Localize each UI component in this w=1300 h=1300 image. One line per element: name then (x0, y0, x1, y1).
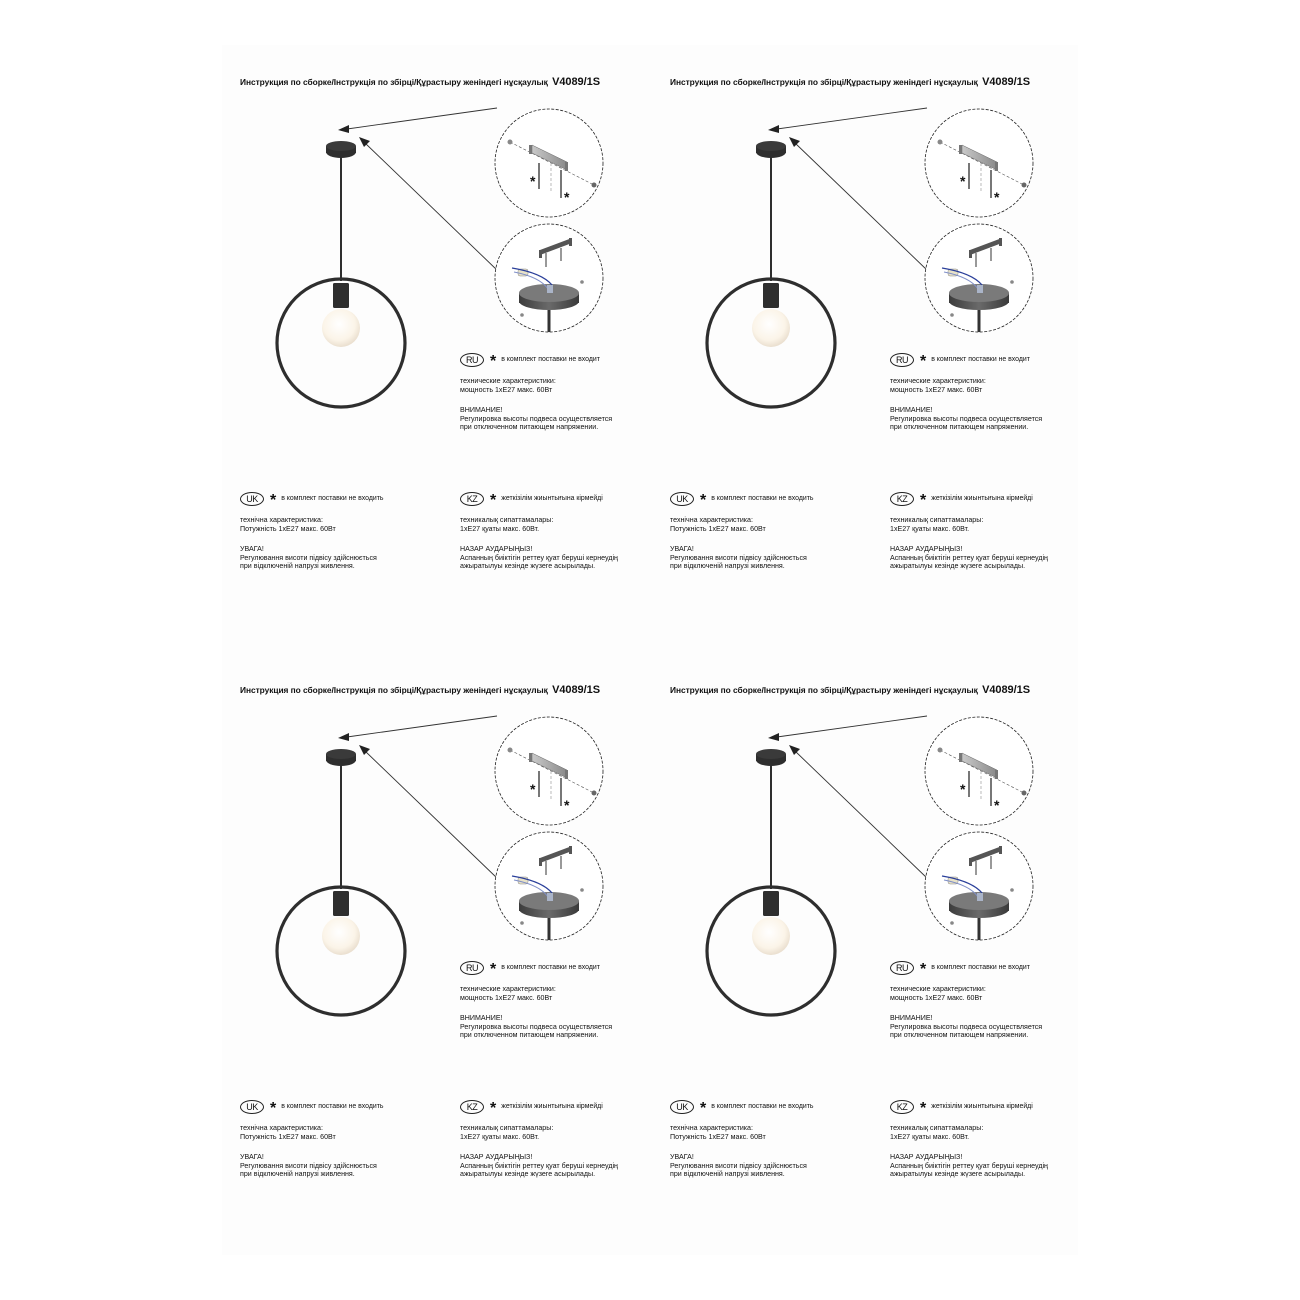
section-kz (890, 1100, 1105, 1191)
asterisk-icon: * (920, 961, 927, 978)
detail-circle-canopy (495, 224, 603, 332)
warning-line: Аспанның биіктігін реттеу қуат беруші кернеудің (890, 553, 1048, 562)
warning-line: при отключенном питающем напряжении. (890, 423, 1029, 432)
warning-block (460, 1014, 675, 1040)
spec-title: техникалық сипаттамалары: (890, 1124, 984, 1132)
warning-line: Регулировка высоты подвеса осуществляется (890, 1022, 1043, 1031)
spec-value: 1xE27 қуаты макс. 60Вт. (460, 1132, 540, 1141)
spec-block (240, 516, 455, 533)
not-included-note: жеткізілім жиынтығына кірмейді (501, 1102, 603, 1110)
spec-block (460, 377, 675, 394)
asterisk-icon: * (700, 492, 707, 509)
warning-line: при відключеній напрузі живлення. (670, 562, 785, 571)
not-included-marker: * (994, 797, 1000, 813)
not-included-note: в комплект поставки не входит (501, 963, 600, 971)
lang-header (670, 492, 885, 509)
not-included-marker: * (530, 173, 536, 189)
instruction-sheet (222, 45, 1078, 1255)
detail-circle-bracket (495, 109, 603, 217)
warning-line: Аспанның биіктігін реттеу қуат беруші кернеудің (890, 1161, 1048, 1170)
warning-line: ажыратылуы кезінде жүзеге асырылады. (890, 1170, 1026, 1179)
spec-block (460, 1124, 675, 1141)
lang-header (460, 961, 675, 978)
warning-block (670, 545, 885, 571)
language-badge: UK (240, 1100, 264, 1114)
spec-value: мощность 1xE27 макс. 60Вт (890, 385, 983, 394)
spec-value: мощность 1xE27 макс. 60Вт (890, 993, 983, 1002)
spec-value: 1xE27 қуаты макс. 60Вт. (890, 1132, 970, 1141)
warning-line: Регулювання висоти підвісу здійснюється (670, 1161, 807, 1170)
pointer-arrows (338, 108, 498, 271)
warning-line: Аспанның биіктігін реттеу қуат беруші кернеудің (460, 1161, 618, 1170)
spec-value: Потужність 1xE27 макс. 60Вт (240, 1132, 336, 1141)
not-included-marker: * (564, 797, 570, 813)
not-included-note: в комплект поставки не входит (501, 355, 600, 363)
not-included-note: в комплект поставки не входить (281, 494, 384, 502)
detail-circle-bracket (495, 717, 603, 825)
asterisk-icon: * (270, 492, 277, 509)
warning-line: при відключеній напрузі живлення. (670, 1170, 785, 1179)
language-badge: UK (670, 492, 694, 506)
warning-block (670, 1153, 885, 1179)
warning-title: НАЗАР АУДАРЫҢЫЗ! (460, 1153, 533, 1162)
lang-header (240, 1100, 455, 1117)
section-uk (670, 492, 885, 583)
not-included-note: в комплект поставки не входить (711, 1102, 814, 1110)
model-number: V4089/1S (552, 76, 600, 88)
warning-title: ВНИМАНИЕ! (890, 406, 933, 415)
spec-title: техникалық сипаттамалары: (460, 516, 554, 524)
spec-block (460, 516, 675, 533)
lang-header (670, 1100, 885, 1117)
asterisk-icon: * (920, 492, 927, 509)
warning-line: Регулювання висоти підвісу здійснюється (670, 553, 807, 562)
pendant-lamp-drawing (277, 141, 405, 407)
warning-line: ажыратылуы кезінде жүзеге асырылады. (460, 1170, 596, 1179)
instruction-copy-top-right (652, 45, 1082, 605)
spec-title: технические характеристики: (890, 985, 986, 993)
warning-line: Регулировка высоты подвеса осуществляется (460, 414, 613, 423)
lang-header (460, 1100, 675, 1117)
spec-block (240, 1124, 455, 1141)
spec-title: технічна характеристика: (670, 516, 753, 524)
spec-block (890, 377, 1105, 394)
spec-title: техникалық сипаттамалары: (890, 516, 984, 524)
spec-value: мощность 1xE27 макс. 60Вт (460, 993, 553, 1002)
warning-line: при отключенном питающем напряжении. (460, 1031, 599, 1040)
warning-block (240, 545, 455, 571)
warning-block (460, 545, 675, 571)
language-badge: UK (670, 1100, 694, 1114)
detail-circle-canopy (495, 832, 603, 940)
spec-value: 1xE27 қуаты макс. 60Вт. (460, 524, 540, 533)
language-badge: KZ (460, 1100, 484, 1114)
detail-circle-canopy (925, 224, 1033, 332)
not-included-marker: * (960, 173, 966, 189)
pendant-lamp-drawing (707, 141, 835, 407)
spec-value: Потужність 1xE27 макс. 60Вт (670, 524, 766, 533)
language-badge: KZ (890, 492, 914, 506)
section-ru (460, 353, 675, 444)
spec-value: Потужність 1xE27 макс. 60Вт (240, 524, 336, 533)
warning-title: УВАГА! (240, 545, 264, 554)
not-included-note: в комплект поставки не входить (281, 1102, 384, 1110)
not-included-marker: * (994, 189, 1000, 205)
section-uk (240, 492, 455, 583)
warning-line: при отключенном питающем напряжении. (460, 423, 599, 432)
warning-line: при відключеній напрузі живлення. (240, 1170, 355, 1179)
section-kz (460, 492, 675, 583)
not-included-note: жеткізілім жиынтығына кірмейді (501, 494, 603, 502)
pendant-lamp-drawing (277, 749, 405, 1015)
spec-block (670, 516, 885, 533)
warning-title: НАЗАР АУДАРЫҢЫЗ! (890, 545, 963, 554)
warning-block (460, 406, 675, 432)
asterisk-icon: * (490, 961, 497, 978)
lang-header (460, 353, 675, 370)
language-badge: RU (460, 353, 484, 367)
not-included-marker: * (530, 781, 536, 797)
instruction-copy-bottom-left (222, 653, 652, 1213)
spec-title: технічна характеристика: (240, 1124, 323, 1132)
lang-header (890, 1100, 1105, 1117)
spec-block (890, 1124, 1105, 1141)
warning-block (890, 1014, 1105, 1040)
warning-title: ВНИМАНИЕ! (460, 1014, 503, 1023)
asterisk-icon: * (270, 1100, 277, 1117)
warning-line: Регулювання висоти підвісу здійснюється (240, 553, 377, 562)
language-badge: RU (460, 961, 484, 975)
warning-block (240, 1153, 455, 1179)
pointer-arrows (768, 108, 928, 271)
spec-block (890, 516, 1105, 533)
lang-header (890, 492, 1105, 509)
lang-header (460, 492, 675, 509)
instruction-copy-bottom-right (652, 653, 1082, 1213)
spec-value: мощность 1xE27 макс. 60Вт (460, 385, 553, 394)
model-number: V4089/1S (982, 76, 1030, 88)
spec-title: технические характеристики: (460, 377, 556, 385)
warning-line: ажыратылуы кезінде жүзеге асырылады. (890, 562, 1026, 571)
spec-title: технічна характеристика: (670, 1124, 753, 1132)
language-badge: RU (890, 353, 914, 367)
warning-block (890, 545, 1105, 571)
warning-line: Аспанның биіктігін реттеу қуат беруші кернеудің (460, 553, 618, 562)
title-text: Инструкция по сборке/Інструкція по збірці/Құрастыру женіндегі нұсқаулық (240, 77, 548, 87)
not-included-marker: * (564, 189, 570, 205)
spec-title: техникалық сипаттамалары: (460, 1124, 554, 1132)
model-number: V4089/1S (552, 684, 600, 696)
title-text: Инструкция по сборке/Інструкція по збірці/Құрастыру женіндегі нұсқаулық (670, 77, 978, 87)
asterisk-icon: * (490, 353, 497, 370)
asterisk-icon: * (920, 353, 927, 370)
not-included-note: в комплект поставки не входить (711, 494, 814, 502)
not-included-note: жеткізілім жиынтығына кірмейді (931, 494, 1033, 502)
language-badge: KZ (460, 492, 484, 506)
section-ru (890, 353, 1105, 444)
lang-header (240, 492, 455, 509)
warning-line: при відключеній напрузі живлення. (240, 562, 355, 571)
warning-title: УВАГА! (670, 1153, 694, 1162)
warning-title: ВНИМАНИЕ! (890, 1014, 933, 1023)
detail-circle-bracket (925, 109, 1033, 217)
warning-title: ВНИМАНИЕ! (460, 406, 503, 415)
spec-value: 1xE27 қуаты макс. 60Вт. (890, 524, 970, 533)
title-text: Инструкция по сборке/Інструкція по збірці/Құрастыру женіндегі нұсқаулық (240, 685, 548, 695)
spec-title: технічна характеристика: (240, 516, 323, 524)
warning-line: Регулювання висоти підвісу здійснюється (240, 1161, 377, 1170)
pointer-arrows (768, 716, 928, 879)
section-ru (460, 961, 675, 1052)
not-included-note: в комплект поставки не входит (931, 355, 1030, 363)
not-included-note: жеткізілім жиынтығына кірмейді (931, 1102, 1033, 1110)
spec-block (460, 985, 675, 1002)
warning-block (890, 1153, 1105, 1179)
asterisk-icon: * (700, 1100, 707, 1117)
warning-block (890, 406, 1105, 432)
warning-line: Регулировка высоты подвеса осуществляется (460, 1022, 613, 1031)
instruction-copy-top-left (222, 45, 652, 605)
warning-title: УВАГА! (240, 1153, 264, 1162)
title-text: Инструкция по сборке/Інструкція по збірці/Құрастыру женіндегі нұсқаулық (670, 685, 978, 695)
warning-title: НАЗАР АУДАРЫҢЫЗ! (890, 1153, 963, 1162)
pendant-lamp-drawing (707, 749, 835, 1015)
spec-block (670, 1124, 885, 1141)
model-number: V4089/1S (982, 684, 1030, 696)
not-included-marker: * (960, 781, 966, 797)
pointer-arrows (338, 716, 498, 879)
detail-circle-bracket (925, 717, 1033, 825)
spec-value: Потужність 1xE27 макс. 60Вт (670, 1132, 766, 1141)
section-uk (670, 1100, 885, 1191)
language-badge: KZ (890, 1100, 914, 1114)
asterisk-icon: * (490, 1100, 497, 1117)
warning-line: ажыратылуы кезінде жүзеге асырылады. (460, 562, 596, 571)
section-kz (890, 492, 1105, 583)
asterisk-icon: * (920, 1100, 927, 1117)
detail-circle-canopy (925, 832, 1033, 940)
lang-header (890, 961, 1105, 978)
language-badge: UK (240, 492, 264, 506)
warning-block (460, 1153, 675, 1179)
warning-line: при отключенном питающем напряжении. (890, 1031, 1029, 1040)
asterisk-icon: * (490, 492, 497, 509)
warning-title: УВАГА! (670, 545, 694, 554)
warning-title: НАЗАР АУДАРЫҢЫЗ! (460, 545, 533, 554)
spec-title: технические характеристики: (890, 377, 986, 385)
section-kz (460, 1100, 675, 1191)
not-included-note: в комплект поставки не входит (931, 963, 1030, 971)
section-uk (240, 1100, 455, 1191)
section-ru (890, 961, 1105, 1052)
warning-line: Регулировка высоты подвеса осуществляется (890, 414, 1043, 423)
lang-header (890, 353, 1105, 370)
language-badge: RU (890, 961, 914, 975)
spec-block (890, 985, 1105, 1002)
spec-title: технические характеристики: (460, 985, 556, 993)
